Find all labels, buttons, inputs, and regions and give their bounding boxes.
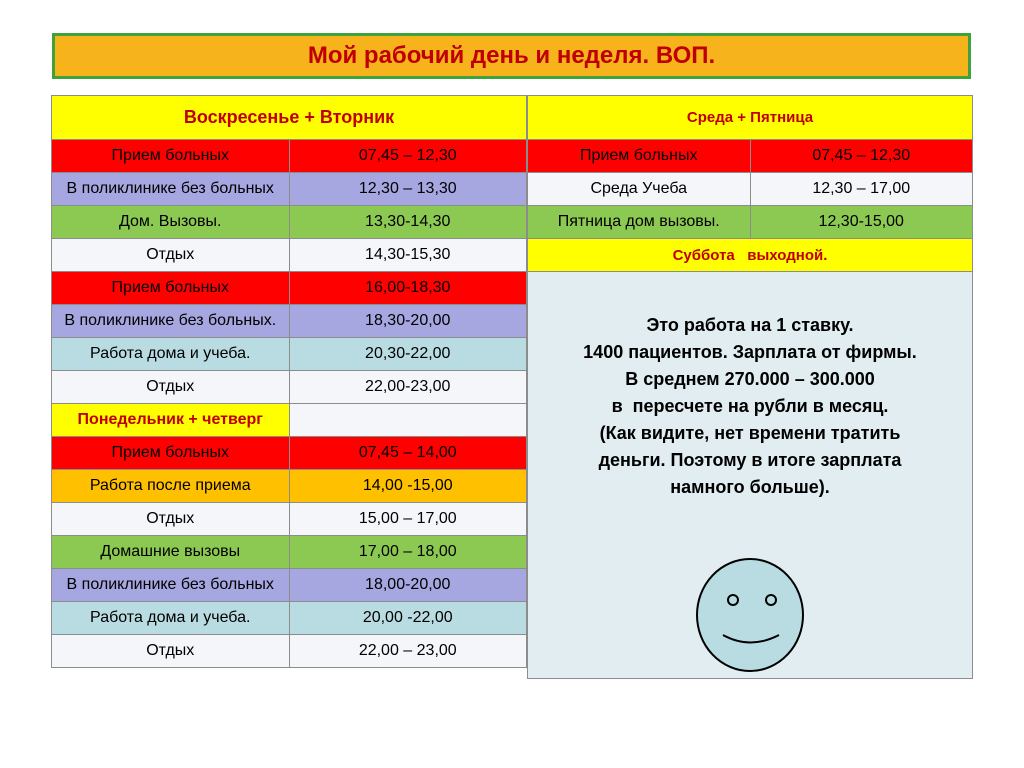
time-cell: 13,30-14,30 xyxy=(289,206,527,239)
empty-cell xyxy=(289,404,527,437)
time-cell: 07,45 – 12,30 xyxy=(750,140,973,173)
activity-cell: Отдых xyxy=(52,503,290,536)
title-banner xyxy=(52,33,971,79)
time-cell: 14,00 -15,00 xyxy=(289,470,527,503)
page-title: Мой рабочий день и неделя. ВОП. xyxy=(307,42,716,69)
table-row xyxy=(52,602,527,635)
table-row xyxy=(52,140,527,173)
time-cell: 14,30-15,30 xyxy=(289,239,527,272)
activity-cell: Дом. Вызовы. xyxy=(52,206,290,239)
table-row xyxy=(528,206,973,239)
note-line: В среднем 270.000 – 300.000 xyxy=(625,369,875,389)
time-cell: 17,00 – 18,00 xyxy=(289,536,527,569)
activity-cell: В поликлинике без больных xyxy=(52,569,290,602)
time-cell: 07,45 – 12,30 xyxy=(289,140,527,173)
smiley-face-icon xyxy=(694,556,806,674)
table-row xyxy=(52,437,527,470)
table-row xyxy=(528,140,973,173)
salary-note-cell xyxy=(528,272,973,679)
note-line: Это работа на 1 ставку. xyxy=(646,315,854,335)
table-row xyxy=(528,173,973,206)
saturday-off-label: Суббота выходной. xyxy=(528,239,973,272)
time-cell: 18,00-20,00 xyxy=(289,569,527,602)
header-wednesday-friday: Среда + Пятница xyxy=(528,96,973,140)
header-monday-thursday: Понедельник + четверг xyxy=(52,404,290,437)
table-row xyxy=(52,272,527,305)
note-line: (Как видите, нет времени тратить xyxy=(599,423,901,443)
activity-cell: Прием больных xyxy=(52,437,290,470)
activity-cell: Прием больных xyxy=(52,140,290,173)
note-line: деньги. Поэтому в итоге зарплата xyxy=(598,450,902,470)
note-line: 1400 пациентов. Зарплата от фирмы. xyxy=(583,342,917,362)
activity-cell: Работа дома и учеба. xyxy=(52,602,290,635)
table-row xyxy=(52,635,527,668)
table-row xyxy=(52,305,527,338)
time-cell: 20,30-22,00 xyxy=(289,338,527,371)
time-cell: 12,30-15,00 xyxy=(750,206,973,239)
activity-cell: Отдых xyxy=(52,239,290,272)
activity-cell: Домашние вызовы xyxy=(52,536,290,569)
table-row xyxy=(52,206,527,239)
activity-cell: В поликлинике без больных. xyxy=(52,305,290,338)
activity-cell: Отдых xyxy=(52,635,290,668)
activity-cell: Прием больных xyxy=(52,272,290,305)
table-row xyxy=(52,173,527,206)
table-row xyxy=(52,338,527,371)
time-cell: 16,00-18,30 xyxy=(289,272,527,305)
table-row xyxy=(52,536,527,569)
table-row xyxy=(52,239,527,272)
note-line: намного больше). xyxy=(670,477,830,497)
note-line: в пересчете на рубли в месяц. xyxy=(611,396,889,416)
table-row xyxy=(52,503,527,536)
table-row xyxy=(52,470,527,503)
time-cell: 12,30 – 17,00 xyxy=(750,173,973,206)
time-cell: 15,00 – 17,00 xyxy=(289,503,527,536)
time-cell: 20,00 -22,00 xyxy=(289,602,527,635)
salary-note xyxy=(528,312,972,501)
header-sunday-tuesday: Воскресенье + Вторник xyxy=(52,96,527,140)
time-cell: 22,00-23,00 xyxy=(289,371,527,404)
activity-cell: Работа дома и учеба. xyxy=(52,338,290,371)
right-schedule-table xyxy=(527,95,973,679)
time-cell: 12,30 – 13,30 xyxy=(289,173,527,206)
left-schedule-table xyxy=(51,95,527,668)
activity-cell: Пятница дом вызовы. xyxy=(528,206,751,239)
time-cell: 22,00 – 23,00 xyxy=(289,635,527,668)
activity-cell: Работа после приема xyxy=(52,470,290,503)
table-row xyxy=(52,569,527,602)
activity-cell: Прием больных xyxy=(528,140,751,173)
activity-cell: В поликлинике без больных xyxy=(52,173,290,206)
activity-cell: Среда Учеба xyxy=(528,173,751,206)
table-row xyxy=(52,371,527,404)
activity-cell: Отдых xyxy=(52,371,290,404)
time-cell: 18,30-20,00 xyxy=(289,305,527,338)
time-cell: 07,45 – 14,00 xyxy=(289,437,527,470)
